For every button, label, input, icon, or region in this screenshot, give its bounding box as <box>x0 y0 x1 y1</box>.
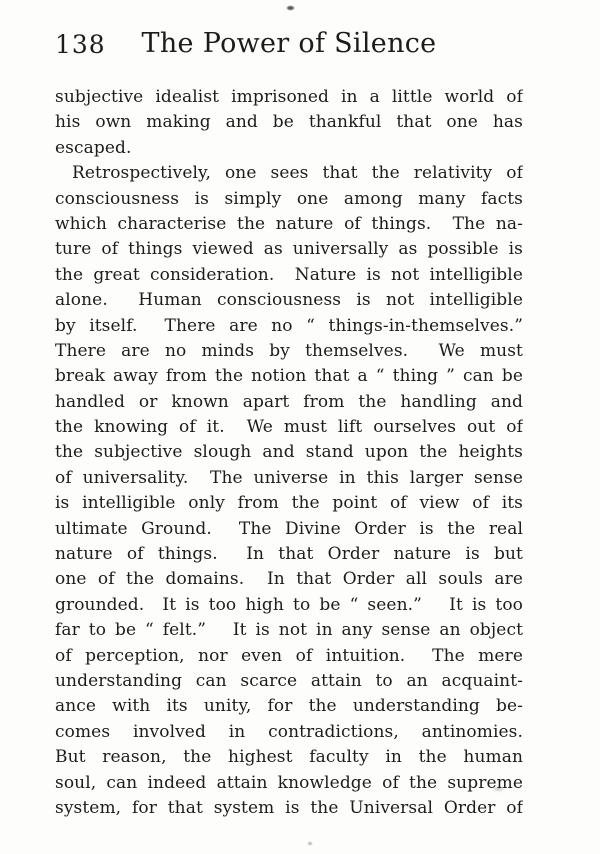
text-line: grounded. It is too high to be “ seen.” It is too <box>55 594 523 615</box>
body-text <box>55 85 523 821</box>
text-line: the great consideration. Nature is not intelligible <box>55 264 523 285</box>
text-line: far to be “ felt.” It is not in any sense an object <box>55 620 523 641</box>
text-line: of perception, nor even of intuition. The mere <box>55 645 523 666</box>
text-line: But reason, the highest faculty in the human <box>55 747 523 768</box>
text-line: is intelligible only from the point of view of its <box>55 493 523 514</box>
text-line: one of the domains. In that Order all souls are <box>55 569 523 590</box>
text-line: ance with its unity, for the understanding be- <box>55 696 523 717</box>
paragraph <box>55 161 523 821</box>
text-line: soul, can indeed attain knowledge of the supreme <box>55 772 523 793</box>
text-line: break away from the notion that a “ thing ” can be <box>55 366 523 387</box>
page-header <box>55 28 523 60</box>
text-line: escaped. <box>55 137 132 158</box>
text-line: subjective idealist imprisoned in a little world of <box>55 87 523 107</box>
text-line: alone. Human consciousness is not intelligible <box>55 290 523 311</box>
text-line: of universality. The universe in this larger sense <box>55 467 523 488</box>
text-line: ultimate Ground. The Divine Order is the real <box>55 518 523 539</box>
text-line: ture of things viewed as universally as possible is <box>55 239 523 260</box>
text-line: understanding can scarce attain to an acquaint- <box>55 670 523 691</box>
text-line: the knowing of it. We must lift ourselves out of <box>55 417 523 438</box>
page-number: 138 <box>55 30 106 59</box>
text-line: his own making and be thankful that one has <box>55 112 523 133</box>
text-line: consciousness is simply one among many facts <box>55 188 523 209</box>
text-line: which characterise the nature of things. The na- <box>55 213 523 234</box>
text-line: system, for that system is the Universal Order of <box>55 797 523 818</box>
text-line: handled or known apart from the handling and <box>55 391 523 412</box>
scan-speck <box>308 842 312 845</box>
running-title: The Power of Silence <box>141 28 437 59</box>
text-line: Retrospectively, one sees that the relativity of <box>72 163 523 184</box>
paragraph <box>55 85 523 161</box>
text-line: nature of things. In that Order nature is but <box>55 544 523 565</box>
text-line: by itself. There are no “ things-in-themselves.” <box>55 315 523 336</box>
text-line: the subjective slough and stand upon the heights <box>55 442 523 463</box>
scan-speck <box>287 6 294 10</box>
text-line: comes involved in contradictions, antinomies. <box>55 721 523 742</box>
text-line: There are no minds by themselves. We must <box>55 340 523 361</box>
